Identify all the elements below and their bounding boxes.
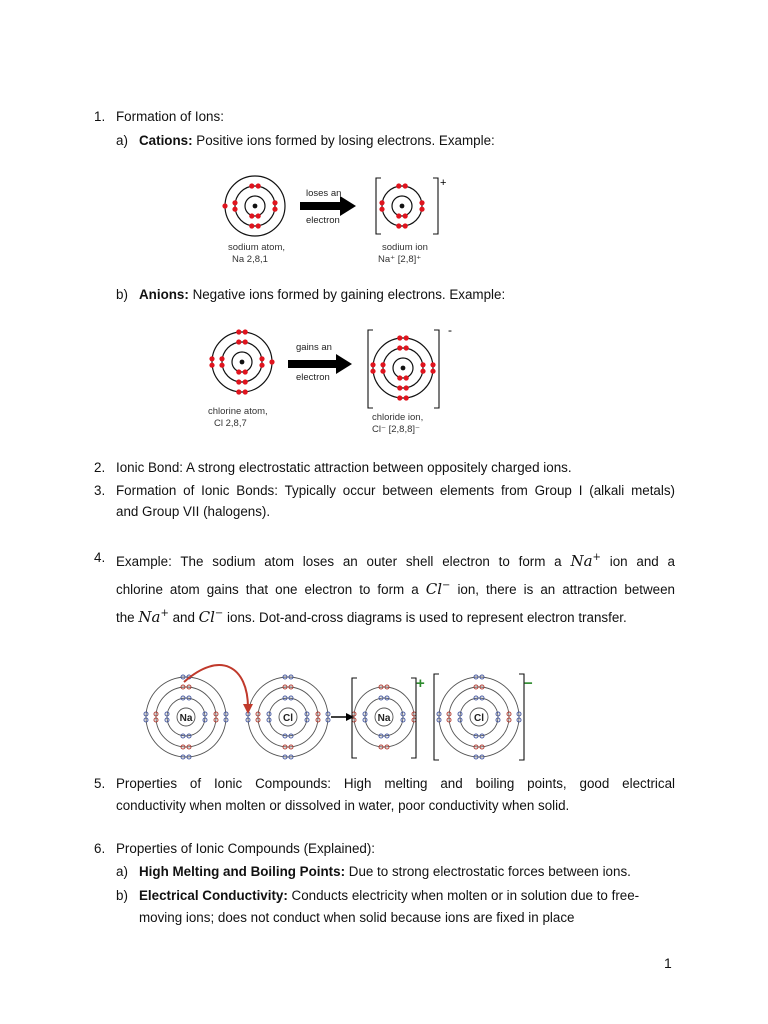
negative-charge: − xyxy=(524,675,533,692)
electron-dot xyxy=(243,339,248,344)
electron-dot xyxy=(419,200,424,205)
electron-dot xyxy=(236,379,241,384)
list-number: 3. xyxy=(94,483,106,498)
example-paragraph-line: Example: The sodium atom loses an outer shell electron to form a Na+ ion and a xyxy=(116,552,675,570)
electron-dot xyxy=(403,213,408,218)
atom-label: Na 2,8,1 xyxy=(232,254,268,265)
properties-summary-line: conductivity when molten or dissolved in water, poor conductivity when solid. xyxy=(116,798,570,813)
sodium-atom-model xyxy=(222,176,285,236)
electron-dot xyxy=(396,183,401,188)
electron-dot xyxy=(236,329,241,334)
page-number: 1 xyxy=(664,955,672,971)
electron-dot xyxy=(256,223,261,228)
electron-dot xyxy=(222,203,227,208)
electron-transfer-diagram xyxy=(140,660,540,770)
chloride-ion-symbol: Cl− xyxy=(198,608,224,626)
nucleus xyxy=(401,366,406,371)
melting-point-explanation: High Melting and Boiling Points: Due to strong electrostatic forces between ions. xyxy=(139,864,631,879)
list-number: 5. xyxy=(94,776,106,791)
electron-dot xyxy=(380,362,385,367)
arrow-label: loses an xyxy=(306,188,342,199)
chloride-ion-model xyxy=(368,330,439,408)
charge-label: - xyxy=(448,323,452,337)
electron-dot xyxy=(397,385,402,390)
electron-dot xyxy=(379,200,384,205)
arrow-icon xyxy=(346,713,354,721)
atom-label: Cl 2,8,7 xyxy=(214,418,247,429)
electron-dot xyxy=(256,183,261,188)
ionic-bond-formation-line: and Group VII (halogens). xyxy=(116,504,271,519)
example-paragraph-line: chlorine atom gains that one electron to form a Cl− ion, there is an attraction between xyxy=(116,580,675,598)
atom-label: sodium atom, xyxy=(228,242,286,253)
arrow-label: gains an xyxy=(296,342,332,353)
electron-dot xyxy=(403,183,408,188)
electron-dot xyxy=(249,223,254,228)
electron-dot xyxy=(243,329,248,334)
electron-dot xyxy=(209,356,214,361)
positive-charge: + xyxy=(416,675,425,692)
electron-dot xyxy=(232,200,237,205)
electron-dot xyxy=(232,207,237,212)
electron-dot xyxy=(430,362,435,367)
electron-transfer-arrow xyxy=(184,665,248,708)
electron-dot xyxy=(259,363,264,368)
electron-dot xyxy=(396,213,401,218)
chlorine-ionization-diagram xyxy=(196,322,466,442)
electron-dot xyxy=(370,362,375,367)
nucleus xyxy=(253,204,258,209)
sodium-ion-model xyxy=(376,178,438,234)
arrow-icon xyxy=(300,196,356,216)
item-heading: Formation of Ions: xyxy=(116,109,224,124)
electron-dot xyxy=(397,395,402,400)
electron-dot xyxy=(379,207,384,212)
electron-dot xyxy=(243,389,248,394)
chlorine-atom-model xyxy=(209,329,274,394)
chloride-ion-dot-cross xyxy=(434,674,524,760)
sodium-ionization-diagram xyxy=(210,170,460,270)
electron-dot xyxy=(209,363,214,368)
ion-label: chloride ion, xyxy=(372,412,424,423)
chloride-ion-symbol: Cl− xyxy=(425,580,451,598)
anions-definition: Anions: Negative ions formed by gaining electrons. Example: xyxy=(139,287,506,302)
electron-dot xyxy=(249,213,254,218)
electron-dot xyxy=(272,207,277,212)
chlorine-atom-dot-cross xyxy=(246,675,330,759)
ion-label: Cl⁻ [2,8,8]⁻ xyxy=(372,424,421,435)
electron-dot xyxy=(219,356,224,361)
electron-dot xyxy=(404,375,409,380)
electron-dot xyxy=(236,369,241,374)
electron-dot xyxy=(370,369,375,374)
electron-dot xyxy=(404,345,409,350)
element-symbol: Cl xyxy=(283,713,293,724)
electron-dot xyxy=(236,339,241,344)
sub-marker: a) xyxy=(116,133,128,148)
bracket xyxy=(434,330,439,408)
charge-label: + xyxy=(440,177,447,189)
cations-definition: Cations: Positive ions formed by losing electrons. Example: xyxy=(139,133,495,148)
example-paragraph-line: the Na+ and Cl− ions. Dot-and-cross diagrams is used to represent electron transfer. xyxy=(116,608,627,626)
item-heading: Properties of Ionic Compounds (Explained): xyxy=(116,841,376,856)
electron-dot xyxy=(397,375,402,380)
electron-dot xyxy=(420,362,425,367)
ionic-bond-definition: Ionic Bond: A strong electrostatic attraction between oppositely charged ions. xyxy=(116,460,572,475)
electron-dot xyxy=(249,183,254,188)
element-symbol: Na xyxy=(179,713,193,724)
conductivity-explanation: Electrical Conductivity: Conducts electricity when molten or in solution due to free- xyxy=(139,888,640,903)
electron-dot xyxy=(430,369,435,374)
list-number: 1. xyxy=(94,109,106,124)
electron-dot xyxy=(243,379,248,384)
ion-label: sodium ion xyxy=(382,242,428,253)
arrow-label: electron xyxy=(296,372,330,383)
element-symbol: Na xyxy=(377,713,391,724)
electron-dot xyxy=(272,200,277,205)
electron-dot xyxy=(219,363,224,368)
electron-dot xyxy=(420,369,425,374)
ion-label: Na⁺ [2,8]⁺ xyxy=(378,254,422,265)
electron-dot xyxy=(256,213,261,218)
electron-dot xyxy=(403,223,408,228)
electron-dot xyxy=(419,207,424,212)
element-symbol: Cl xyxy=(474,713,484,724)
electron-dot xyxy=(243,369,248,374)
ionic-bond-formation-line: Formation of Ionic Bonds: Typically occur between elements from Group I (alkali metals) xyxy=(116,483,675,498)
properties-summary-line: Properties of Ionic Compounds: High melting and boiling points, good electrical xyxy=(116,776,675,791)
sodium-ion-symbol: Na+ xyxy=(570,552,601,570)
conductivity-explanation: moving ions; does not conduct when solid because ions are fixed in place xyxy=(139,910,575,925)
electron-dot xyxy=(236,389,241,394)
list-number: 4. xyxy=(94,550,106,565)
electron-dot xyxy=(269,359,274,364)
arrow-label: electron xyxy=(306,215,340,226)
electron-dot xyxy=(404,395,409,400)
electron-dot xyxy=(397,345,402,350)
bracket xyxy=(434,674,439,760)
list-number: 2. xyxy=(94,460,106,475)
sodium-atom-dot-cross xyxy=(144,675,228,759)
nucleus xyxy=(400,204,405,209)
bracket xyxy=(433,178,438,234)
list-number: 6. xyxy=(94,841,106,856)
sodium-ion-symbol: Na+ xyxy=(138,608,169,626)
arrow-icon xyxy=(243,704,253,714)
electron-dot xyxy=(396,223,401,228)
sub-marker: a) xyxy=(116,864,128,879)
atom-label: chlorine atom, xyxy=(208,406,268,417)
sub-marker: b) xyxy=(116,287,128,302)
electron-dot xyxy=(259,356,264,361)
arrow-icon xyxy=(288,354,352,374)
nucleus xyxy=(240,360,245,365)
electron-dot xyxy=(397,335,402,340)
sub-marker: b) xyxy=(116,888,128,903)
electron-dot xyxy=(380,369,385,374)
electron-dot xyxy=(404,385,409,390)
sodium-ion-dot-cross xyxy=(352,678,416,758)
bracket xyxy=(376,178,381,234)
electron-dot xyxy=(404,335,409,340)
